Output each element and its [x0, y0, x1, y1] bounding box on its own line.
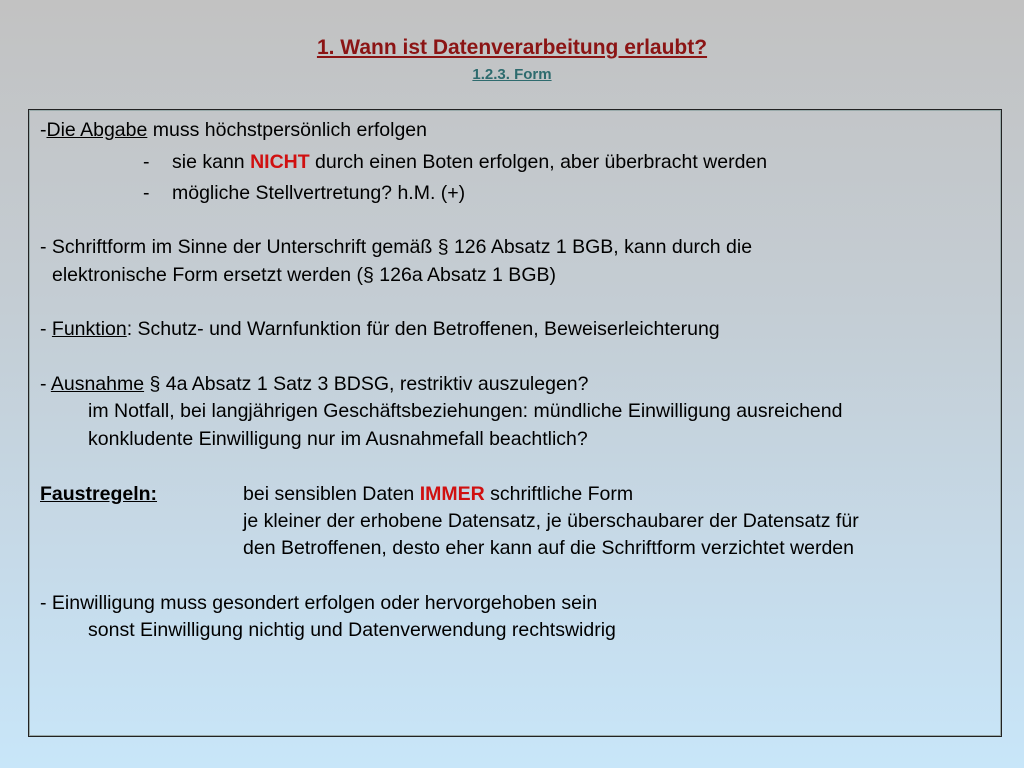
sub-bullet-dash-2: -: [143, 182, 150, 204]
notfall-text: im Notfall, bei langjährigen Geschäftsbeziehungen: mündliche Einwilligung ausreichend: [88, 400, 843, 422]
abgabe-term: Die Abgabe: [46, 119, 148, 141]
immer-emphasis: IMMER: [419, 483, 485, 505]
bullet-einwilligung: - Einwilligung muss gesondert erfolgen oder hervorgehoben sein: [40, 592, 598, 614]
bullet-schriftform: - Schriftform im Sinne der Unterschrift gemäß § 126 Absatz 1 BGB, kann durch die: [40, 236, 753, 258]
nichtig-text: sonst Einwilligung nichtig und Datenverwendung rechtswidrig: [88, 619, 616, 641]
funktion-term: Funktion: [51, 318, 127, 340]
faustregeln-label: Faustregeln:: [40, 483, 158, 505]
sub-bullet-dash: -: [143, 151, 150, 173]
bullet-ausnahme: [40, 372, 588, 396]
slide-subtitle: 1.2.3. Form: [472, 66, 552, 83]
faustregel-1-pre: bei sensiblen Daten: [243, 483, 420, 505]
arrow-item-notfall: [88, 399, 842, 423]
faustregel-1-post: schriftliche Form: [484, 483, 634, 505]
faustregel-1: [243, 482, 633, 506]
abgabe-text: muss höchstpersönlich erfolgen: [147, 119, 427, 141]
faustregel-2: je kleiner der erhobene Datensatz, je überschaubarer der Datensatz für: [243, 510, 859, 532]
faustregel-3: den Betroffenen, desto eher kann auf die Schriftform verzichtet werden: [243, 537, 854, 559]
bote-text-post: durch einen Boten erfolgen, aber überbracht werden: [309, 151, 768, 173]
funktion-text: : Schutz- und Warnfunktion für den Betroffenen, Beweiserleichterung: [126, 318, 720, 340]
arrow-item-konkludent: [88, 427, 588, 451]
dash-prefix: -: [40, 119, 47, 141]
bullet-funktion: [40, 317, 720, 341]
slide-title: 1. Wann ist Datenverarbeitung erlaubt?: [316, 36, 708, 59]
arrow-item-nichtig: [88, 618, 616, 642]
konkludent-text: konkludente Einwilligung nur im Ausnahmefall beachtlich?: [88, 428, 588, 450]
ausnahme-text: § 4a Absatz 1 Satz 3 BDSG, restriktiv auszulegen?: [144, 373, 589, 395]
ausnahme-term: Ausnahme: [50, 373, 145, 395]
sub-bullet-stellvertretung: mögliche Stellvertretung? h.M. (+): [172, 182, 466, 204]
dash-prefix: -: [40, 318, 52, 340]
sub-bullet-bote: [172, 150, 767, 174]
dash-prefix: -: [40, 373, 51, 395]
bote-text-pre: sie kann: [172, 151, 251, 173]
bullet-abgabe: [40, 118, 427, 142]
nicht-emphasis: NICHT: [250, 151, 310, 173]
bullet-schriftform-cont: elektronische Form ersetzt werden (§ 126a Absatz 1 BGB): [52, 264, 556, 286]
